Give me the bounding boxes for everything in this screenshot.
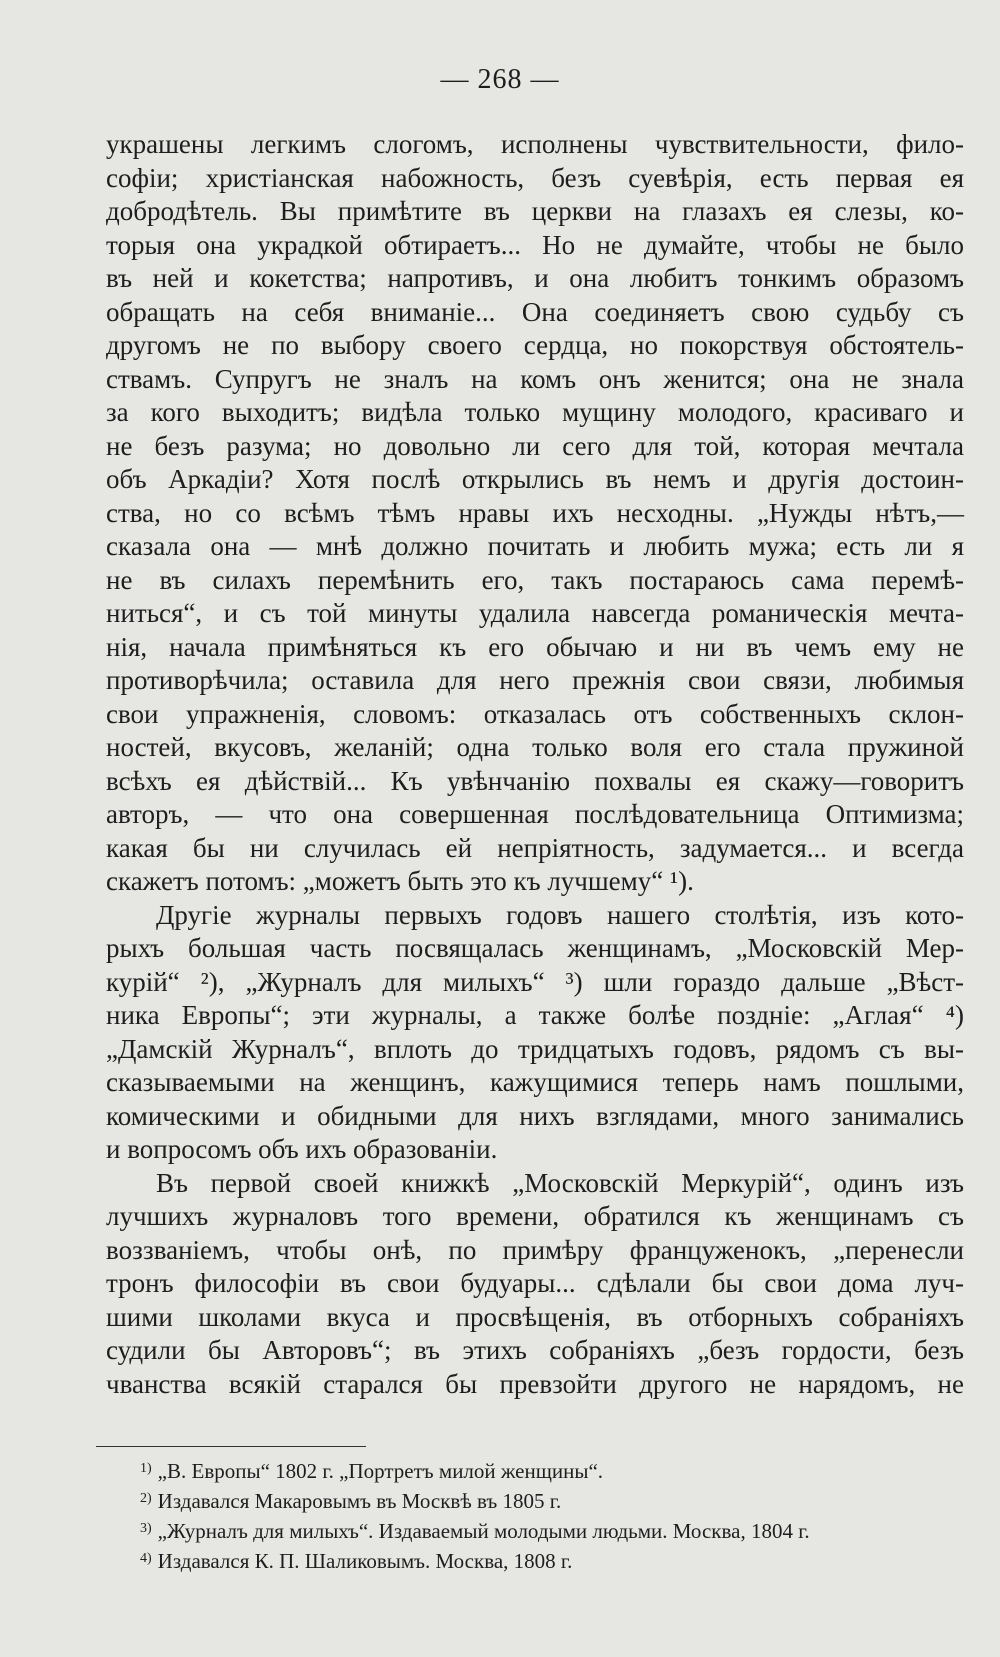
text-line: рыхъ большая часть посвящалась женщинамъ, „Московскій Мер- xyxy=(106,933,964,963)
text-line: украшены легкимъ слогомъ, исполнены чувствительности, фило- xyxy=(106,129,964,159)
body-text xyxy=(106,128,964,1401)
text-line: въ ней и кокетства; напротивъ, и она любитъ тонкимъ образомъ xyxy=(106,263,964,293)
text-line: Въ первой своей книжкѣ „Московскій Меркурій“, одинъ изъ xyxy=(156,1167,964,1198)
footnote-text: „Журналъ для милыхъ“. Издаваемый молодыми людьми. Москва, 1804 г. xyxy=(157,1519,810,1543)
text-line: Другіе журналы первыхъ годовъ нашего столѣтія, изъ кото- xyxy=(156,899,964,930)
text-line: тронъ философіи въ свои будуары... сдѣлали бы свои дома луч- xyxy=(106,1268,964,1298)
text-line: ностей, вкусовъ, желаній; одна только воля его стала пружиной xyxy=(106,732,964,762)
footnote xyxy=(140,1544,960,1574)
footnote xyxy=(140,1484,960,1514)
text-line: не въ силахъ перемѣнить его, такъ постараюсь сама перемѣ- xyxy=(106,564,964,595)
footnote-mark: 1) xyxy=(140,1461,152,1476)
footnote-text: Издавался Макаровымъ въ Москвѣ въ 1805 г. xyxy=(157,1489,562,1513)
text-line: ства, но со всѣмъ тѣмъ нравы ихъ несходны. „Нужды нѣтъ,— xyxy=(106,497,964,528)
text-line: „Дамскій Журналъ“, вплоть до тридцатыхъ годовъ, рядомъ съ вы- xyxy=(106,1033,964,1064)
page-number: — 268 — xyxy=(440,64,560,95)
text-line: ниться“, и съ той минуты удалила навсегда романическія мечта- xyxy=(106,598,964,628)
footnote-text: „В. Европы“ 1802 г. „Портретъ милой женщины“. xyxy=(157,1459,604,1483)
text-line: объ Аркадіи? Хотя послѣ открылись въ немъ и другія достоин- xyxy=(106,464,964,494)
text-line: чванства всякій старался бы превзойти другого не нарядомъ, не xyxy=(106,1368,964,1399)
text-line: комическими и обидными для нихъ взглядами, много занимались xyxy=(106,1100,964,1131)
footnote-divider xyxy=(96,1446,366,1447)
text-line: другомъ не по выбору своего сердца, но покорствуя обстоятель- xyxy=(106,330,964,360)
text-line: сказала она — мнѣ должно почитать и любить мужа; есть ли я xyxy=(106,531,964,561)
footnote-text: Издавался К. П. Шаликовымъ. Москва, 1808 г. xyxy=(157,1549,573,1573)
text-line: скажетъ потомъ: „можетъ быть это къ лучшему“ ¹). xyxy=(106,866,694,896)
text-line: противорѣчила; оставила для него прежнія свои связи, любимыя xyxy=(106,665,964,695)
text-line: не безъ разума; но довольно ли сего для той, которая мечтала xyxy=(106,430,964,461)
text-line: нія, начала примѣняться къ его обычаю и ни въ чемъ ему не xyxy=(106,631,964,662)
text-line: добродѣтель. Вы примѣтите въ церкви на глазахъ ея слезы, ко- xyxy=(106,196,964,226)
text-line: сказываемыми на женщинъ, кажущимися теперь намъ пошлыми, xyxy=(106,1067,964,1097)
text-line: торыя она украдкой обтираетъ... Но не думайте, чтобы не было xyxy=(106,229,964,260)
text-line: судили бы Авторовъ“; въ этихъ собраніяхъ „безъ гордости, безъ xyxy=(106,1335,964,1365)
footnote-mark: 2) xyxy=(140,1491,152,1506)
text-line: ника Европы“; эти журналы, а также болѣе поздніе: „Аглая“ ⁴) xyxy=(106,1000,964,1030)
text-line: воззваніемъ, чтобы онѣ, по примѣру француженокъ, „перенесли xyxy=(106,1234,964,1265)
text-line: свои упражненія, словомъ: отказалась отъ собственныхъ склон- xyxy=(106,698,964,729)
footnotes xyxy=(140,1454,960,1574)
text-line: за кого выходитъ; видѣла только мущину молодого, красиваго и xyxy=(106,397,964,427)
footnote xyxy=(140,1514,960,1544)
text-line: авторъ, — что она совершенная послѣдовательница Оптимизма; xyxy=(106,799,964,829)
text-line: всѣхъ ея дѣйствій... Къ увѣнчанію похвалы ея скажу—говоритъ xyxy=(106,765,964,796)
text-line: софіи; христіанская набожность, безъ суевѣрія, есть первая ея xyxy=(106,162,964,193)
footnote-mark: 4) xyxy=(140,1551,152,1566)
footnote-mark: 3) xyxy=(140,1521,152,1536)
text-line: курій“ ²), „Журналъ для милыхъ“ ³) шли гораздо дальше „Вѣст- xyxy=(106,966,964,997)
text-line: обращать на себя вниманіе... Она соединяетъ свою судьбу съ xyxy=(106,296,964,327)
text-line: какая бы ни случилась ей непріятность, задумается... и всегда xyxy=(106,832,964,863)
text-line: лучшихъ журналовъ того времени, обратился къ женщинамъ съ xyxy=(106,1201,964,1231)
text-line: шими школами вкуса и просвѣщенія, въ отборныхъ собраніяхъ xyxy=(106,1301,964,1332)
text-line: и вопросомъ объ ихъ образованіи. xyxy=(106,1134,498,1164)
footnote xyxy=(140,1454,960,1484)
text-line: ствамъ. Супругъ не зналъ на комъ онъ женится; она не знала xyxy=(106,363,964,394)
